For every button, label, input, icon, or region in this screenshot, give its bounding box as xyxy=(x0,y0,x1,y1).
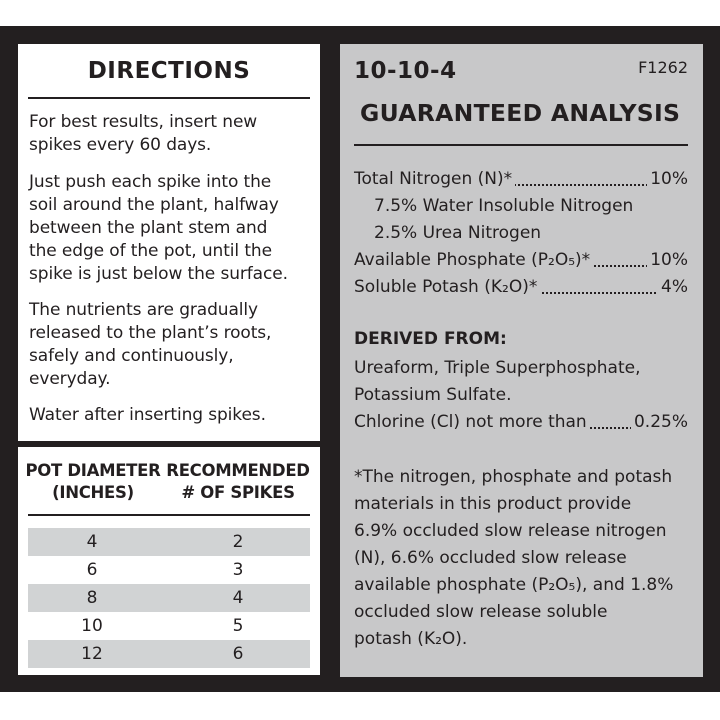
directions-paragraph: Water after inserting spikes. xyxy=(29,405,266,425)
analysis-line-water-insoluble xyxy=(374,193,688,220)
spike-count-cell: 5 xyxy=(232,616,244,636)
pot-diameter-cell: 8 xyxy=(86,588,98,608)
analysis-label: Soluble Potash (K₂O)* xyxy=(354,274,540,301)
derived-from-text: Ureaform, Triple Superphosphate, Potassium Sulfate. xyxy=(354,358,641,405)
analysis-line-potash xyxy=(354,274,688,301)
analysis-value: 10% xyxy=(647,166,688,193)
analysis-line-chlorine xyxy=(354,409,688,436)
directions-paragraph: Just push each spike into the soil around the plant, halfway between the plant stem and the edge of the pot, until the spike is just below the surface. xyxy=(29,172,288,284)
table-row xyxy=(28,584,310,612)
analysis-divider xyxy=(354,144,688,146)
table-header-spikes: RECOMMENDED # OF SPIKES xyxy=(166,461,310,502)
analysis-footnote: *The nitrogen, phosphate and potash materials in this product provide 6.9% occluded slow release nitrogen (N), 6.6% occluded slow release available phosphate (P₂O₅), and 1.8% occluded slow release soluble potash (K₂O). xyxy=(354,467,674,649)
directions-paragraph: For best results, insert new spikes every 60 days. xyxy=(29,112,258,155)
spike-count-cell: 3 xyxy=(232,560,244,580)
analysis-line-urea xyxy=(374,220,688,247)
spike-count-cell: 4 xyxy=(232,588,244,608)
product-code: F1262 xyxy=(638,58,688,77)
pot-diameter-cell: 4 xyxy=(86,532,98,552)
fertilizer-grade: 10-10-4 xyxy=(354,58,457,84)
directions-divider xyxy=(28,97,310,99)
table-divider xyxy=(28,514,310,516)
pot-diameter-cell: 10 xyxy=(81,616,103,636)
analysis-label: Total Nitrogen (N)* xyxy=(354,166,515,193)
pot-diameter-cell: 12 xyxy=(81,644,103,664)
analysis-line-phosphate xyxy=(354,247,688,274)
directions-title: DIRECTIONS xyxy=(87,58,251,84)
analysis-value: 4% xyxy=(658,274,688,301)
directions-paragraph: The nutrients are gradually released to the plant’s roots, safely and continuously, everyday. xyxy=(29,300,272,389)
derived-from-title: DERIVED FROM: xyxy=(354,329,507,349)
table-row xyxy=(28,556,310,584)
analysis-label: 7.5% Water Insoluble Nitrogen xyxy=(374,196,634,216)
spike-count-cell: 6 xyxy=(232,644,244,664)
analysis-value: 10% xyxy=(647,247,688,274)
pot-diameter-cell: 6 xyxy=(86,560,98,580)
analysis-line-total-nitrogen xyxy=(354,166,688,193)
analysis-label: Chlorine (Cl) not more than xyxy=(354,409,590,436)
table-row xyxy=(28,612,310,640)
table-header-pot-diameter: POT DIAMETER (INCHES) xyxy=(25,461,161,502)
table-row xyxy=(28,528,310,556)
analysis-label: 2.5% Urea Nitrogen xyxy=(374,223,542,243)
guaranteed-analysis-title: GUARANTEED ANALYSIS xyxy=(360,99,681,127)
analysis-label: Available Phosphate (P₂O₅)* xyxy=(354,247,593,274)
spike-count-cell: 2 xyxy=(232,532,244,552)
table-row xyxy=(28,640,310,668)
analysis-value: 0.25% xyxy=(631,409,688,436)
